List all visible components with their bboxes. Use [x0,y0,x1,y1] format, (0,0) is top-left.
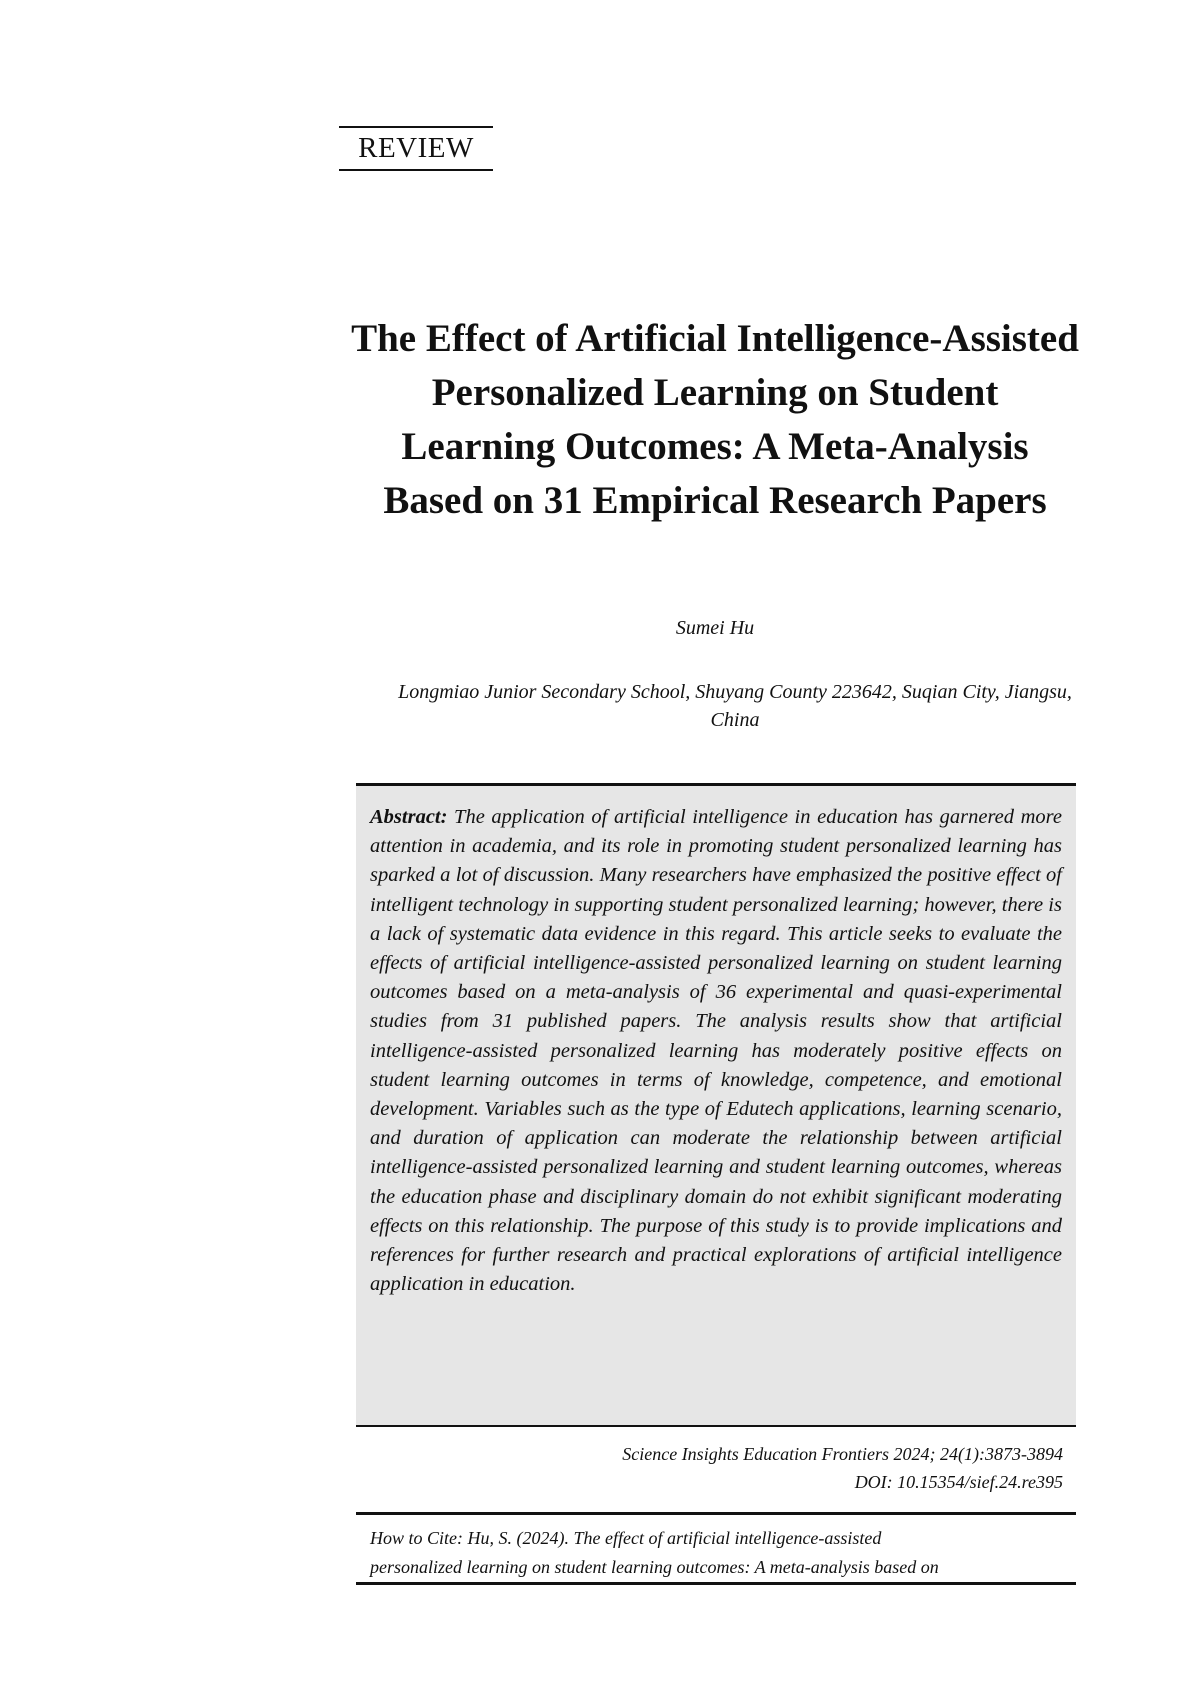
author-affiliation: Longmiao Junior Secondary School, Shuyang County 223642, Suqian City, Jiangsu, China [398,681,1072,731]
author-name: Sumei Hu [675,617,755,639]
how-to-cite-bottom-rule [356,1582,1076,1585]
abstract-paragraph [370,803,1062,1299]
how-to-cite-line-2: personalized learning on student learning outcomes: A meta-analysis based on [370,1557,939,1577]
review-section-tag: REVIEW [339,126,493,171]
how-to-cite [370,1524,1070,1582]
abstract-body: The application of artificial intelligence in education has garnered more attention in academia, and its role in promoting student personalized learning has sparked a lot of discussion. Many researchers have emphasized the positive effect of intelligent technology in supporting student personalized learning; however, there is a lack of systematic data evidence in this regard. This article seeks to evaluate the effects of artificial intelligence-assisted personalized learning on student learning outcomes based on a meta-analysis of 36 experimental and quasi-experimental studies from 31 published papers. The analysis results show that artificial intelligence-assisted personalized learning has moderately positive effects on student learning outcomes in terms of knowledge, competence, and emotional development. Variables such as the type of Edutech applications, learning scenario, and duration of application can moderate the relationship between artificial intelligence-assisted personalized learning and student learning outcomes, whereas the education phase and disciplinary domain do not exhibit significant moderating effects on this relationship. The purpose of this study is to provide implications and references for further research and practical explorations of artificial intelligence application in education. [370,806,1062,1296]
how-to-cite-top-rule [356,1512,1076,1515]
abstract-label: Abstract: [370,806,448,828]
abstract-box [356,783,1076,1427]
how-to-cite-line-1: How to Cite: Hu, S. (2024). The effect of artificial intelligence-assisted [370,1528,882,1548]
journal-citation [356,1440,1063,1496]
article-title: The Effect of Artificial Intelligence-Assisted Personalized Learning on Student Learning Outcomes: A Meta-Analysis Based on 31 Empirical Research Papers [351,317,1079,522]
journal-reference: Science Insights Education Frontiers 2024; 24(1):3873-3894 [622,1444,1063,1464]
doi-link[interactable]: DOI: 10.15354/sief.24.re395 [854,1472,1063,1492]
